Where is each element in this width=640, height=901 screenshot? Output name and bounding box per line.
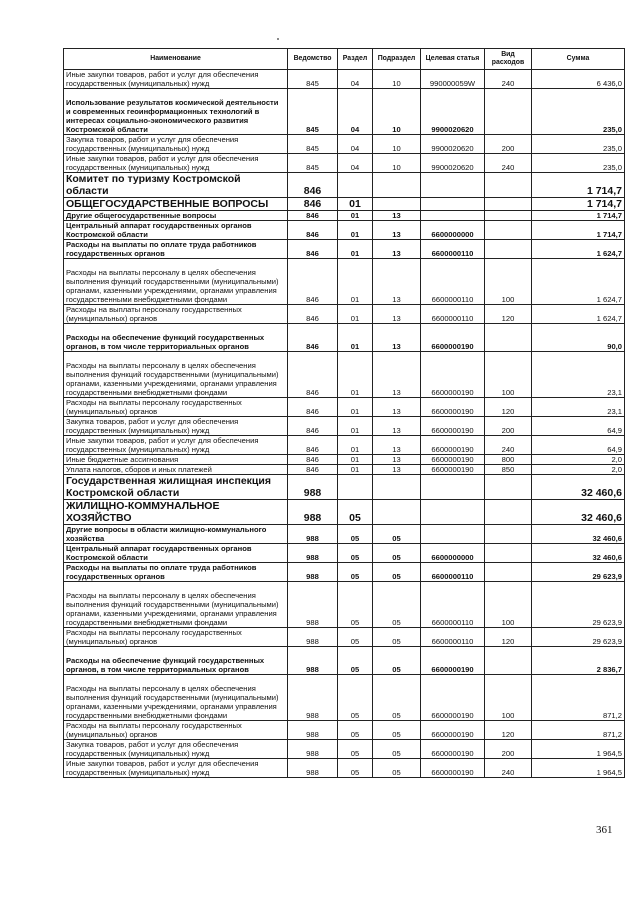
budget-row-name: Иные закупки товаров, работ и услуг для обеспечения государственных (муниципальных) нужд (64, 759, 288, 778)
budget-row-vid-raskhodov: 800 (485, 455, 532, 465)
budget-row-vedomstvo: 846 (288, 455, 338, 465)
budget-row-podrazdel: 05 (373, 628, 421, 647)
budget-row-podrazdel: 13 (373, 221, 421, 240)
budget-row-razdel: 01 (338, 211, 373, 221)
budget-row-razdel: 05 (338, 740, 373, 759)
budget-row-vid-raskhodov (485, 89, 532, 135)
budget-row-razdel: 01 (338, 221, 373, 240)
budget-row-podrazdel: 05 (373, 582, 421, 628)
budget-row-vedomstvo: 988 (288, 675, 338, 721)
table-row (64, 647, 625, 675)
budget-row-summa: 871,2 (532, 721, 625, 740)
budget-row-razdel: 05 (338, 647, 373, 675)
budget-row-summa: 23,1 (532, 352, 625, 398)
budget-row-vid-raskhodov: 240 (485, 154, 532, 173)
budget-row-razdel: 04 (338, 135, 373, 154)
budget-row-razdel: 01 (338, 398, 373, 417)
budget-row-razdel: 05 (338, 500, 373, 525)
budget-row-vedomstvo: 846 (288, 465, 338, 475)
budget-row-podrazdel: 13 (373, 436, 421, 455)
table-row (64, 721, 625, 740)
budget-row-name: Уплата налогов, сборов и иных платежей (64, 465, 288, 475)
budget-row-tselevaya-statya: 6600000110 (421, 628, 485, 647)
budget-row-tselevaya-statya: 6600000190 (421, 398, 485, 417)
budget-row-vedomstvo: 846 (288, 398, 338, 417)
budget-row-vedomstvo: 988 (288, 544, 338, 563)
budget-row-name: Расходы на выплаты персоналу государственных (муниципальных) органов (64, 305, 288, 324)
budget-row-vedomstvo: 846 (288, 259, 338, 305)
table-row (64, 221, 625, 240)
budget-row-tselevaya-statya: 6600000190 (421, 675, 485, 721)
budget-row-tselevaya-statya: 6600000110 (421, 240, 485, 259)
header-tselevaya-statya: Целевая статья (421, 49, 485, 70)
table-row (64, 198, 625, 211)
budget-row-razdel: 05 (338, 582, 373, 628)
budget-row-podrazdel: 05 (373, 675, 421, 721)
budget-row-razdel (338, 173, 373, 198)
budget-row-tselevaya-statya: 6600000110 (421, 305, 485, 324)
budget-row-name: Расходы на выплаты персоналу государственных (муниципальных) органов (64, 721, 288, 740)
budget-row-summa: 2,0 (532, 455, 625, 465)
table-row (64, 544, 625, 563)
budget-row-summa: 32 460,6 (532, 525, 625, 544)
budget-row-vedomstvo: 845 (288, 89, 338, 135)
budget-row-podrazdel: 10 (373, 70, 421, 89)
budget-row-razdel: 05 (338, 525, 373, 544)
table-row (64, 259, 625, 305)
budget-row-summa: 1 624,7 (532, 259, 625, 305)
budget-row-summa: 64,9 (532, 417, 625, 436)
budget-row-vid-raskhodov: 200 (485, 135, 532, 154)
budget-row-vedomstvo: 988 (288, 563, 338, 582)
budget-row-razdel: 05 (338, 721, 373, 740)
budget-row-vedomstvo: 988 (288, 582, 338, 628)
budget-row-vid-raskhodov: 240 (485, 759, 532, 778)
table-row (64, 740, 625, 759)
budget-row-summa: 23,1 (532, 398, 625, 417)
table-row (64, 417, 625, 436)
table-row (64, 352, 625, 398)
budget-row-tselevaya-statya: 6600000190 (421, 759, 485, 778)
budget-row-name: Расходы на выплаты персоналу в целях обеспечения выполнения функций государственными (муниципальными) органами, казенными учреждениями, органами управления государственными внебюджетными фондами (64, 352, 288, 398)
scan-speck (277, 38, 279, 40)
budget-row-vedomstvo: 846 (288, 221, 338, 240)
budget-row-summa: 2,0 (532, 465, 625, 475)
budget-row-vedomstvo: 846 (288, 352, 338, 398)
table-row (64, 240, 625, 259)
table-row (64, 211, 625, 221)
table-row (64, 173, 625, 198)
budget-row-tselevaya-statya: 6600000190 (421, 455, 485, 465)
budget-row-razdel: 01 (338, 240, 373, 259)
budget-row-summa: 235,0 (532, 135, 625, 154)
budget-row-vedomstvo: 988 (288, 740, 338, 759)
budget-row-summa: 1 714,7 (532, 173, 625, 198)
budget-row-razdel: 01 (338, 436, 373, 455)
budget-row-summa: 29 623,9 (532, 628, 625, 647)
budget-row-summa: 1 624,7 (532, 240, 625, 259)
budget-row-razdel: 04 (338, 89, 373, 135)
budget-row-vid-raskhodov (485, 544, 532, 563)
budget-row-podrazdel: 13 (373, 240, 421, 259)
table-row (64, 324, 625, 352)
budget-row-name: Расходы на выплаты по оплате труда работников государственных органов (64, 240, 288, 259)
budget-row-vid-raskhodov: 100 (485, 675, 532, 721)
budget-row-name: Расходы на выплаты персоналу государственных (муниципальных) органов (64, 398, 288, 417)
budget-row-summa: 1 624,7 (532, 305, 625, 324)
budget-row-tselevaya-statya: 6600000000 (421, 544, 485, 563)
table-row (64, 398, 625, 417)
budget-row-summa: 1 714,7 (532, 198, 625, 211)
header-summa: Сумма (532, 49, 625, 70)
budget-row-vid-raskhodov (485, 324, 532, 352)
budget-row-vedomstvo: 846 (288, 305, 338, 324)
budget-row-vid-raskhodov: 200 (485, 740, 532, 759)
budget-row-vedomstvo: 845 (288, 154, 338, 173)
table-body (64, 70, 625, 778)
budget-row-vedomstvo: 846 (288, 211, 338, 221)
budget-row-podrazdel (373, 500, 421, 525)
budget-row-podrazdel: 05 (373, 647, 421, 675)
budget-row-tselevaya-statya: 6600000190 (421, 436, 485, 455)
budget-row-podrazdel: 13 (373, 455, 421, 465)
table-row (64, 465, 625, 475)
budget-row-vedomstvo: 846 (288, 173, 338, 198)
budget-row-summa: 90,0 (532, 324, 625, 352)
budget-row-name: Государственная жилищная инспекция Костромской области (64, 475, 288, 500)
budget-row-name: Расходы на выплаты персоналу в целях обеспечения выполнения функций государственными (муниципальными) органами, казенными учреждениями, органами управления государственными внебюджетными фондами (64, 259, 288, 305)
budget-row-tselevaya-statya: 990000059W (421, 70, 485, 89)
budget-row-tselevaya-statya (421, 198, 485, 211)
budget-row-tselevaya-statya: 6600000190 (421, 324, 485, 352)
budget-row-vid-raskhodov: 240 (485, 436, 532, 455)
budget-row-tselevaya-statya: 9900020620 (421, 135, 485, 154)
budget-row-name: Расходы на обеспечение функций государственных органов, в том числе территориальных органов (64, 324, 288, 352)
header-name: Наименование (64, 49, 288, 70)
header-vedomstvo: Ведомство (288, 49, 338, 70)
budget-row-razdel: 01 (338, 198, 373, 211)
budget-row-vid-raskhodov: 100 (485, 259, 532, 305)
budget-row-tselevaya-statya: 6600000190 (421, 647, 485, 675)
budget-row-tselevaya-statya (421, 525, 485, 544)
table-row (64, 582, 625, 628)
budget-row-name: Центральный аппарат государственных органов Костромской области (64, 221, 288, 240)
budget-row-podrazdel: 10 (373, 135, 421, 154)
budget-row-razdel: 01 (338, 417, 373, 436)
budget-row-tselevaya-statya: 6600000110 (421, 259, 485, 305)
budget-row-tselevaya-statya: 9900020620 (421, 89, 485, 135)
table-row (64, 89, 625, 135)
budget-row-podrazdel: 13 (373, 305, 421, 324)
budget-row-vid-raskhodov: 100 (485, 352, 532, 398)
budget-row-name: Закупка товаров, работ и услуг для обеспечения государственных (муниципальных) нужд (64, 135, 288, 154)
budget-row-vid-raskhodov: 240 (485, 70, 532, 89)
budget-row-tselevaya-statya: 6600000190 (421, 465, 485, 475)
budget-row-name: Центральный аппарат государственных органов Костромской области (64, 544, 288, 563)
budget-row-summa: 235,0 (532, 154, 625, 173)
budget-row-podrazdel: 10 (373, 89, 421, 135)
table-row (64, 135, 625, 154)
budget-row-name: Использование результатов космической деятельности и современных геоинформационных технологий в интересах социально-экономического развития Костромской области (64, 89, 288, 135)
budget-row-tselevaya-statya (421, 211, 485, 221)
header-podrazdel: Подраздел (373, 49, 421, 70)
budget-row-name: Закупка товаров, работ и услуг для обеспечения государственных (муниципальных) нужд (64, 417, 288, 436)
budget-row-podrazdel: 05 (373, 563, 421, 582)
budget-row-vedomstvo: 846 (288, 417, 338, 436)
budget-row-name: Расходы на выплаты по оплате труда работников государственных органов (64, 563, 288, 582)
budget-row-razdel: 04 (338, 154, 373, 173)
budget-row-podrazdel (373, 198, 421, 211)
budget-row-razdel (338, 475, 373, 500)
budget-row-vedomstvo: 988 (288, 500, 338, 525)
table-row (64, 436, 625, 455)
budget-row-vedomstvo: 988 (288, 525, 338, 544)
budget-row-tselevaya-statya: 6600000190 (421, 740, 485, 759)
budget-row-tselevaya-statya: 6600000110 (421, 563, 485, 582)
budget-row-name: Другие общегосударственные вопросы (64, 211, 288, 221)
budget-row-name: Комитет по туризму Костромской области (64, 173, 288, 198)
budget-row-podrazdel: 13 (373, 211, 421, 221)
budget-row-podrazdel: 13 (373, 398, 421, 417)
budget-row-vedomstvo: 988 (288, 475, 338, 500)
budget-row-summa: 64,9 (532, 436, 625, 455)
budget-row-summa: 1 714,7 (532, 211, 625, 221)
budget-row-vedomstvo: 845 (288, 135, 338, 154)
budget-row-podrazdel: 13 (373, 417, 421, 436)
budget-row-vedomstvo: 846 (288, 324, 338, 352)
budget-row-vid-raskhodov (485, 563, 532, 582)
budget-row-summa: 1 714,7 (532, 221, 625, 240)
budget-row-razdel: 05 (338, 544, 373, 563)
budget-row-vid-raskhodov (485, 198, 532, 211)
budget-row-vid-raskhodov (485, 525, 532, 544)
budget-row-podrazdel: 13 (373, 259, 421, 305)
budget-row-tselevaya-statya: 6600000110 (421, 582, 485, 628)
budget-row-summa: 29 623,9 (532, 563, 625, 582)
table-row (64, 475, 625, 500)
budget-row-name: Расходы на выплаты персоналу в целях обеспечения выполнения функций государственными (муниципальными) органами, казенными учреждениями, органами управления государственными внебюджетными фондами (64, 675, 288, 721)
budget-row-summa: 2 836,7 (532, 647, 625, 675)
table-row (64, 563, 625, 582)
budget-row-razdel: 01 (338, 324, 373, 352)
budget-row-vid-raskhodov (485, 211, 532, 221)
table-row (64, 628, 625, 647)
budget-row-tselevaya-statya: 6600000190 (421, 417, 485, 436)
budget-row-razdel: 01 (338, 465, 373, 475)
budget-row-name: Иные бюджетные ассигнования (64, 455, 288, 465)
budget-row-tselevaya-statya: 6600000190 (421, 721, 485, 740)
budget-row-razdel: 05 (338, 675, 373, 721)
table-row (64, 70, 625, 89)
table-row (64, 455, 625, 465)
budget-row-name: Расходы на выплаты персоналу государственных (муниципальных) органов (64, 628, 288, 647)
budget-row-vid-raskhodov (485, 221, 532, 240)
budget-row-razdel: 01 (338, 352, 373, 398)
budget-row-razdel: 01 (338, 455, 373, 465)
budget-row-summa: 1 964,5 (532, 740, 625, 759)
header-vid-raskhodov: Вид расходов (485, 49, 532, 70)
budget-row-vedomstvo: 988 (288, 721, 338, 740)
budget-row-podrazdel: 10 (373, 154, 421, 173)
budget-row-vid-raskhodov (485, 500, 532, 525)
budget-row-podrazdel: 05 (373, 721, 421, 740)
budget-row-vid-raskhodov (485, 647, 532, 675)
budget-row-vid-raskhodov: 120 (485, 305, 532, 324)
budget-row-name: Закупка товаров, работ и услуг для обеспечения государственных (муниципальных) нужд (64, 740, 288, 759)
budget-row-vedomstvo: 845 (288, 70, 338, 89)
table-header-row (64, 49, 625, 70)
budget-row-razdel: 05 (338, 759, 373, 778)
budget-row-vedomstvo: 988 (288, 628, 338, 647)
budget-row-name: Расходы на выплаты персоналу в целях обеспечения выполнения функций государственными (муниципальными) органами, казенными учреждениями, органами управления государственными внебюджетными фондами (64, 582, 288, 628)
budget-row-tselevaya-statya (421, 500, 485, 525)
table-row (64, 154, 625, 173)
budget-row-name: Иные закупки товаров, работ и услуг для обеспечения государственных (муниципальных) нужд (64, 70, 288, 89)
budget-row-tselevaya-statya: 6600000190 (421, 352, 485, 398)
budget-row-vid-raskhodov: 120 (485, 628, 532, 647)
budget-row-summa: 32 460,6 (532, 544, 625, 563)
budget-row-name: ЖИЛИЩНО-КОММУНАЛЬНОЕ ХОЗЯЙСТВО (64, 500, 288, 525)
budget-row-summa: 1 964,5 (532, 759, 625, 778)
budget-row-name: Иные закупки товаров, работ и услуг для обеспечения государственных (муниципальных) нужд (64, 436, 288, 455)
budget-table (63, 48, 625, 778)
budget-row-vid-raskhodov (485, 240, 532, 259)
budget-row-vid-raskhodov (485, 173, 532, 198)
budget-row-tselevaya-statya: 9900020620 (421, 154, 485, 173)
budget-row-vedomstvo: 988 (288, 647, 338, 675)
budget-row-podrazdel: 13 (373, 324, 421, 352)
page-number: 361 (596, 824, 613, 836)
budget-row-vid-raskhodov: 100 (485, 582, 532, 628)
table-row (64, 759, 625, 778)
header-razdel: Раздел (338, 49, 373, 70)
table-row (64, 675, 625, 721)
budget-row-podrazdel (373, 475, 421, 500)
budget-row-vid-raskhodov (485, 475, 532, 500)
budget-row-summa: 871,2 (532, 675, 625, 721)
budget-row-name: Расходы на обеспечение функций государственных органов, в том числе территориальных органов (64, 647, 288, 675)
budget-row-summa: 235,0 (532, 89, 625, 135)
budget-row-tselevaya-statya (421, 475, 485, 500)
budget-row-podrazdel: 13 (373, 352, 421, 398)
table-row (64, 500, 625, 525)
budget-row-podrazdel: 05 (373, 544, 421, 563)
budget-row-razdel: 01 (338, 259, 373, 305)
budget-row-vedomstvo: 988 (288, 759, 338, 778)
budget-row-summa: 32 460,6 (532, 475, 625, 500)
budget-row-summa: 29 623,9 (532, 582, 625, 628)
table-row (64, 525, 625, 544)
budget-row-name: ОБЩЕГОСУДАРСТВЕННЫЕ ВОПРОСЫ (64, 198, 288, 211)
budget-row-podrazdel: 13 (373, 465, 421, 475)
budget-row-vid-raskhodov: 120 (485, 721, 532, 740)
budget-row-vid-raskhodov: 850 (485, 465, 532, 475)
budget-row-name: Иные закупки товаров, работ и услуг для обеспечения государственных (муниципальных) нужд (64, 154, 288, 173)
budget-row-summa: 32 460,6 (532, 500, 625, 525)
budget-row-tselevaya-statya (421, 173, 485, 198)
budget-row-podrazdel (373, 173, 421, 198)
budget-row-razdel: 05 (338, 628, 373, 647)
budget-row-vedomstvo: 846 (288, 436, 338, 455)
budget-row-podrazdel: 05 (373, 759, 421, 778)
budget-row-razdel: 01 (338, 305, 373, 324)
table-row (64, 305, 625, 324)
budget-row-podrazdel: 05 (373, 525, 421, 544)
budget-row-razdel: 05 (338, 563, 373, 582)
budget-row-name: Другие вопросы в области жилищно-коммунального хозяйства (64, 525, 288, 544)
budget-row-vedomstvo: 846 (288, 240, 338, 259)
budget-row-vedomstvo: 846 (288, 198, 338, 211)
budget-row-vid-raskhodov: 120 (485, 398, 532, 417)
budget-row-razdel: 04 (338, 70, 373, 89)
budget-row-tselevaya-statya: 6600000000 (421, 221, 485, 240)
budget-row-summa: 6 436,0 (532, 70, 625, 89)
budget-row-vid-raskhodov: 200 (485, 417, 532, 436)
budget-row-podrazdel: 05 (373, 740, 421, 759)
